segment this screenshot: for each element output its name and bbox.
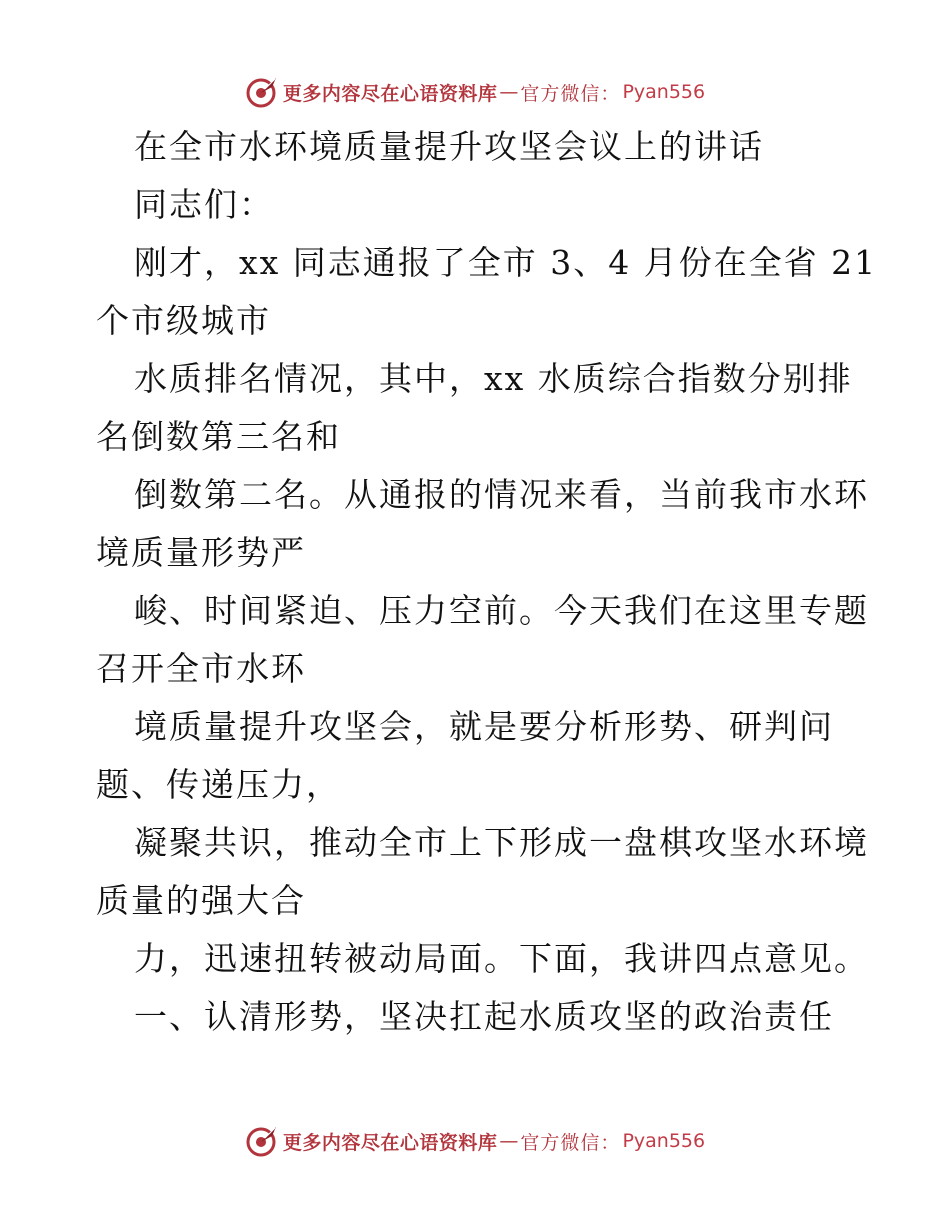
quill-logo-icon — [245, 1124, 279, 1158]
section-heading: 一、认清形势，坚决扛起水质攻坚的政治责任 — [134, 997, 834, 1036]
watermark-footer — [0, 1121, 950, 1161]
paragraph-line: 题、传递压力， — [96, 765, 341, 804]
paragraph-line: 倒数第二名。从通报的情况来看，当前我市水环 — [134, 475, 869, 514]
paragraph-line: 个市级城市 — [96, 301, 271, 340]
paragraph-line: 境质量形势严 — [96, 533, 306, 572]
watermark-id: Pyan556 — [622, 1130, 706, 1152]
paragraph-line: 召开全市水环 — [96, 649, 306, 688]
salutation: 同志们： — [134, 185, 274, 224]
watermark-text: 更多内容尽在心语资料库 — [282, 82, 498, 105]
paragraph-line: 刚才，xx 同志通报了全市 3、4 月份在全省 21 — [134, 243, 878, 282]
paragraph-line: 凝聚共识，推动全市上下形成一盘棋攻坚水环境 — [134, 823, 869, 862]
watermark-subtext: 官方微信： — [520, 82, 621, 105]
watermark-dash: — — [499, 81, 519, 103]
paragraph-line: 名倒数第三名和 — [96, 417, 341, 456]
paragraph-line: 境质量提升攻坚会，就是要分析形势、研判问 — [134, 707, 834, 746]
watermark-subtext: 官方微信： — [520, 1131, 621, 1154]
paragraph-line: 质量的强大合 — [96, 881, 306, 920]
watermark-id: Pyan556 — [622, 81, 706, 103]
document-title: 在全市水环境质量提升攻坚会议上的讲话 — [134, 127, 764, 166]
paragraph-line: 力，迅速扭转被动局面。下面，我讲四点意见。 — [134, 939, 869, 978]
watermark-header — [0, 72, 950, 112]
watermark-text: 更多内容尽在心语资料库 — [282, 1131, 498, 1154]
quill-logo-icon — [245, 75, 279, 109]
watermark-dash: — — [499, 1130, 519, 1152]
paragraph-line: 水质排名情况，其中，xx 水质综合指数分别排 — [134, 359, 853, 398]
paragraph-line: 峻、时间紧迫、压力空前。今天我们在这里专题 — [134, 591, 869, 630]
